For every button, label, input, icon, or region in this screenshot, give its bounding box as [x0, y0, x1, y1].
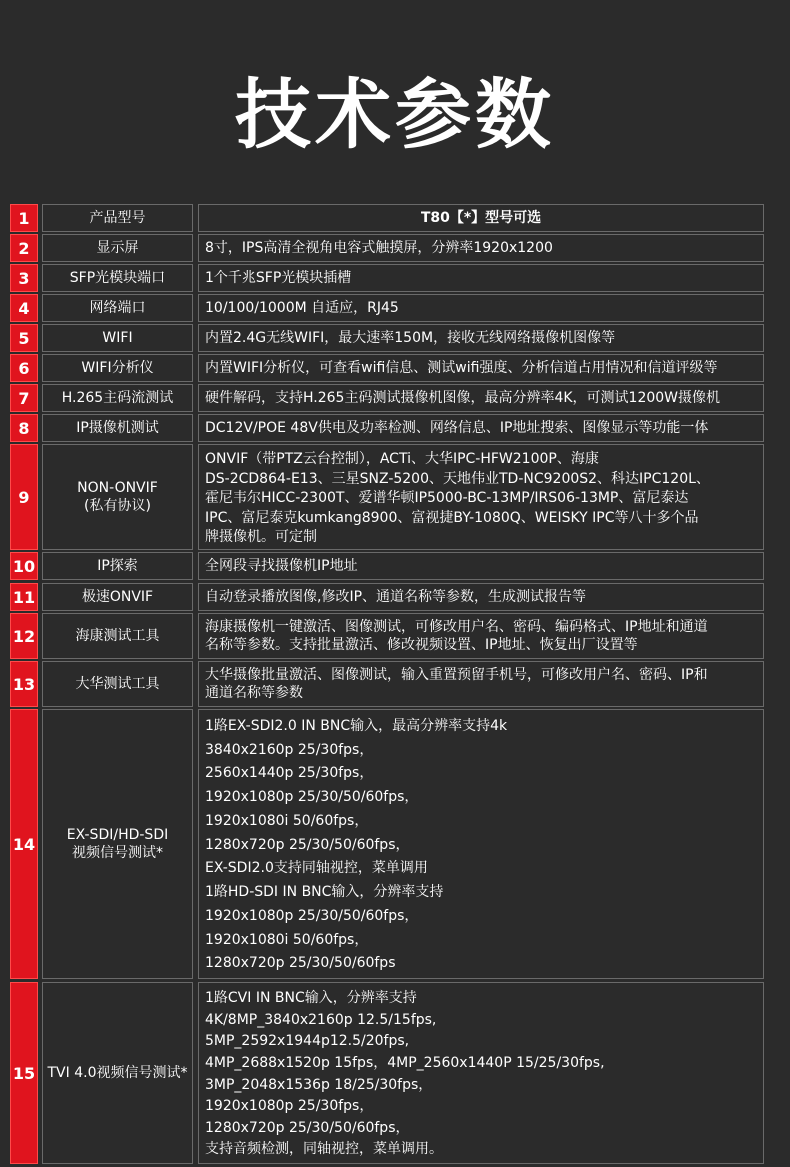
param-name-line: NON-ONVIF — [77, 480, 158, 496]
param-name — [42, 294, 193, 322]
param-name — [42, 583, 193, 611]
param-name — [42, 414, 193, 442]
param-value-line: DC12V/POE 48V供电及功率检测、网络信息、IP地址搜索、图像显示等功能一体 — [205, 420, 709, 436]
param-name — [42, 354, 193, 382]
param-value-line: T80【*】型号可选 — [420, 210, 542, 226]
table-row — [10, 204, 764, 232]
param-value-line: DS-2CD864-E13、三星SNZ-5200、天地伟业TD-NC9200S2、科达IPC120L、 — [205, 470, 710, 487]
param-value-line: 1920x1080i 50/60fps， — [205, 931, 369, 948]
row-number: 11 — [10, 583, 38, 611]
row-number: 9 — [10, 444, 38, 550]
param-value-line: 内置2.4G无线WIFI，最大速率150M，接收无线网络摄像机图像等 — [205, 330, 616, 346]
param-name-line: WIFI分析仪 — [81, 360, 154, 376]
param-value-line: EX-SDI2.0支持同轴视控，菜单调用 — [205, 860, 428, 877]
row-number: 8 — [10, 414, 38, 442]
param-value-line: 霍尼韦尔HICC-2300T、爱谱华顿IP5000-BC-13MP/IRS06-13MP、富尼泰达 — [205, 490, 689, 507]
param-name — [42, 384, 193, 412]
param-value-line: 1920x1080p 25/30fps， — [205, 1098, 374, 1115]
param-value — [198, 613, 764, 659]
param-name-line: 产品型号 — [89, 210, 146, 226]
row-number: 3 — [10, 264, 38, 292]
param-value-line: 4MP_2688x1520p 15fps，4MP_2560x1440P 15/25/30fps, — [205, 1054, 605, 1071]
param-value-line: 1280x720p 25/30/50/60fps， — [205, 1119, 410, 1136]
param-name-line: 视频信号测试* — [72, 845, 163, 861]
param-value-line: 1路HD-SDI IN BNC输入，分辨率支持 — [205, 884, 444, 901]
param-value — [198, 204, 764, 232]
table-row — [10, 444, 764, 550]
table-row — [10, 709, 764, 979]
param-name-line: SFP光模块端口 — [69, 270, 166, 286]
row-number: 6 — [10, 354, 38, 382]
param-name-line: IP探索 — [97, 558, 138, 574]
param-value-line: 硬件解码，支持H.265主码测试摄像机图像，最高分辨率4K，可测试1200W摄像机 — [205, 390, 721, 406]
param-name-line: TVI 4.0视频信号测试* — [47, 1065, 188, 1081]
param-value-line: 通道名称等参数 — [205, 685, 303, 701]
param-value-line: 3MP_2048x1536p 18/25/30fps， — [205, 1076, 433, 1093]
param-value — [198, 552, 764, 580]
param-value-line: 大华摄像批量激活、图像测试，输入重置预留手机号，可修改用户名、密码、IP和 — [205, 667, 708, 683]
row-number: 5 — [10, 324, 38, 352]
row-number: 13 — [10, 661, 38, 707]
param-value — [198, 234, 764, 262]
param-value-line: 牌摄像机。可定制 — [205, 529, 317, 546]
param-value — [198, 709, 764, 979]
param-name-line: EX-SDI/HD-SDI — [66, 827, 169, 843]
param-value — [198, 324, 764, 352]
param-name-line: 极速ONVIF — [81, 589, 154, 605]
page-title: 技术参数 — [235, 70, 555, 159]
param-name-line: H.265主码流测试 — [61, 390, 174, 406]
param-value-line: ONVIF（带PTZ云台控制），ACTi、大华IPC-HFW2100P、海康 — [205, 451, 599, 467]
param-value-line: 1路EX-SDI2.0 IN BNC输入，最高分辨率支持4k — [205, 718, 508, 734]
param-value-line: 海康摄像机一键激活、图像测试，可修改用户名、密码、编码格式、IP地址和通道 — [205, 619, 708, 635]
param-value-line: 2560x1440p 25/30fps， — [205, 765, 374, 782]
param-value-line: 3840x2160p 25/30fps， — [205, 741, 374, 758]
table-row — [10, 384, 764, 412]
row-number: 12 — [10, 613, 38, 659]
param-name-line: WIFI — [102, 330, 133, 346]
table-row — [10, 264, 764, 292]
table-row — [10, 982, 764, 1164]
param-name — [42, 444, 193, 550]
row-number: 2 — [10, 234, 38, 262]
param-value — [198, 354, 764, 382]
param-value — [198, 583, 764, 611]
row-number: 14 — [10, 709, 38, 979]
param-name-line: (私有协议) — [84, 498, 151, 514]
param-name-line: IP摄像机测试 — [76, 420, 159, 436]
param-value — [198, 414, 764, 442]
param-value-line: 名称等参数。支持批量激活、修改视频设置、IP地址、恢复出厂设置等 — [205, 637, 638, 653]
param-name — [42, 264, 193, 292]
param-value-line: 1920x1080i 50/60fps， — [205, 812, 369, 829]
param-value-line: 1920x1080p 25/30/50/60fps， — [205, 907, 419, 924]
param-name — [42, 204, 193, 232]
param-name-line: 大华测试工具 — [75, 676, 160, 692]
param-value-line: 内置WIFI分析仪，可查看wifi信息、测试wifi强度、分析信道占用情况和信道评级等 — [205, 360, 718, 376]
table-row — [10, 414, 764, 442]
param-value — [198, 982, 764, 1164]
param-value-line: 10/100/1000M 自适应，RJ45 — [205, 300, 399, 316]
param-value — [198, 294, 764, 322]
table-row — [10, 294, 764, 322]
param-value-line: 1280x720p 25/30/50/60fps， — [205, 836, 410, 853]
param-value-line: 1个千兆SFP光模块插槽 — [205, 270, 352, 286]
param-value-line: IPC、富尼泰克kumkang8900、富视捷BY-1080Q、WEISKY IPC等八十多个品 — [205, 509, 699, 526]
row-number: 4 — [10, 294, 38, 322]
param-name-line: 网络端口 — [89, 300, 146, 316]
param-name-line: 海康测试工具 — [75, 628, 160, 644]
param-value-line: 1280x720p 25/30/50/60fps — [205, 955, 396, 972]
param-value-line: 支持音频检测，同轴视控，菜单调用。 — [205, 1141, 443, 1158]
row-number: 10 — [10, 552, 38, 580]
param-name — [42, 661, 193, 707]
param-name — [42, 552, 193, 580]
table-row — [10, 661, 764, 707]
param-name — [42, 982, 193, 1164]
table-row — [10, 613, 764, 659]
table-row — [10, 354, 764, 382]
param-value-line: 全网段寻找摄像机IP地址 — [205, 558, 358, 574]
param-value — [198, 661, 764, 707]
param-name — [42, 234, 193, 262]
table-row — [10, 234, 764, 262]
table-row — [10, 583, 764, 611]
row-number: 1 — [10, 204, 38, 232]
table-row — [10, 552, 764, 580]
param-value-line: 1路CVI IN BNC输入，分辨率支持 — [205, 990, 417, 1006]
param-value — [198, 444, 764, 550]
param-value-line: 5MP_2592x1944p12.5/20fps, — [205, 1033, 410, 1050]
param-value-line: 1920x1080p 25/30/50/60fps， — [205, 789, 419, 806]
row-number: 7 — [10, 384, 38, 412]
param-name — [42, 324, 193, 352]
param-value-line: 自动登录播放图像,修改IP、通道名称等参数，生成测试报告等 — [205, 589, 587, 605]
param-name-line: 显示屏 — [96, 240, 139, 256]
param-value — [198, 384, 764, 412]
param-name — [42, 613, 193, 659]
table-row — [10, 324, 764, 352]
param-name — [42, 709, 193, 979]
param-value-line: 8寸，IPS高清全视角电容式触摸屏，分辨率1920x1200 — [205, 240, 553, 256]
param-value — [198, 264, 764, 292]
param-value-line: 4K/8MP_3840x2160p 12.5/15fps, — [205, 1011, 437, 1028]
row-number: 15 — [10, 982, 38, 1164]
